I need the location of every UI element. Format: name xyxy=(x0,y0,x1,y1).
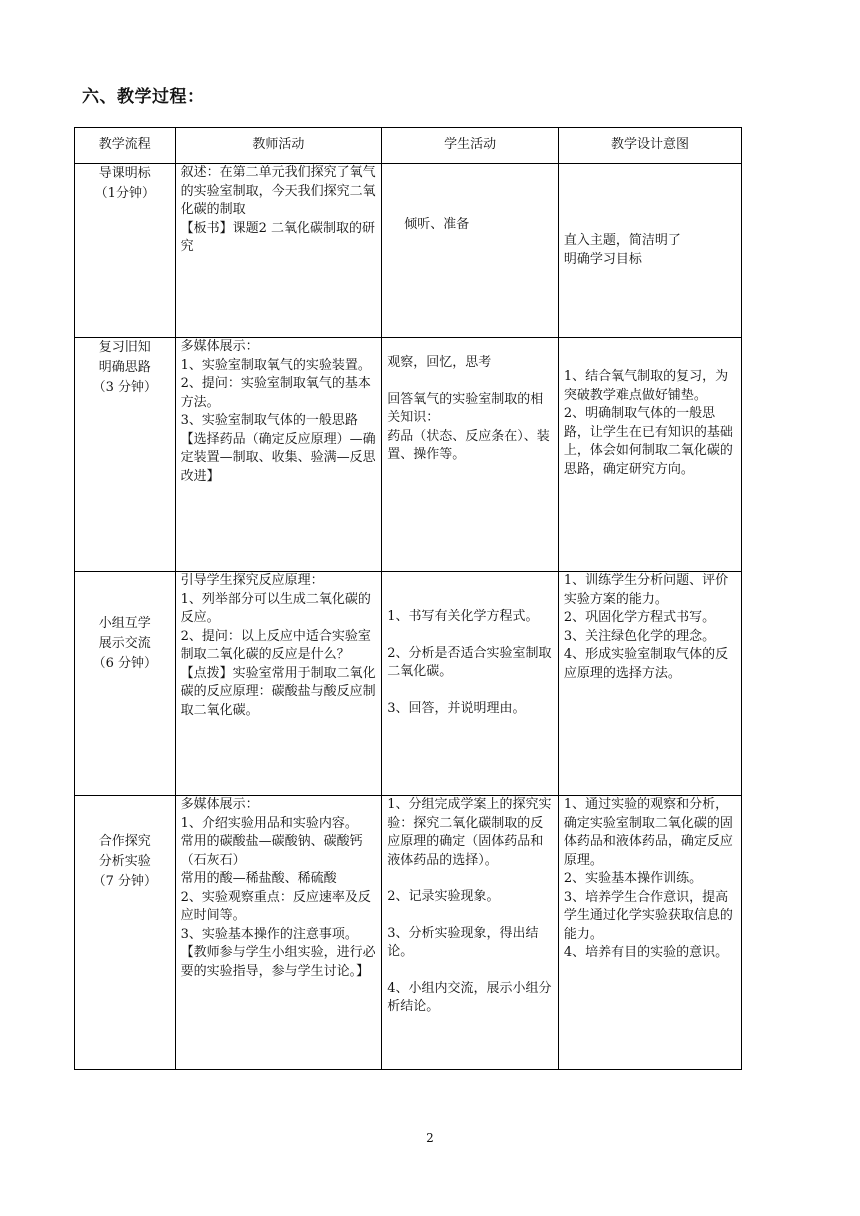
stage-cell xyxy=(75,796,176,1070)
stage-duration: （6 分钟） xyxy=(92,656,158,671)
teacher-activity-text: 【板书】课题2 二氧化碳制取的研究 xyxy=(180,220,376,254)
teacher-activity-text: 2、提问：以上反应中适合实验室制取二氧化碳的反应是什么？ xyxy=(180,628,371,662)
design-intent-cell xyxy=(558,164,741,338)
student-activity-text: 回答氧气的实验室制取的相关知识： xyxy=(387,391,544,425)
stage-name: 复习旧知 xyxy=(98,340,151,355)
design-intent-text: 1、训练学生分析问题、评价实验方案的能力。 xyxy=(563,573,729,607)
student-activity-cell xyxy=(382,338,559,572)
page-number: 2 xyxy=(426,1131,434,1145)
design-intent-cell xyxy=(558,338,741,572)
teacher-activity-text: 3、实验基本操作的注意事项。 xyxy=(180,926,358,942)
teacher-activity-text: 1、介绍实验用品和实验内容。 xyxy=(180,815,358,831)
student-activity-text: 倾听、准备 xyxy=(404,217,470,232)
header-teacher-activity: 教师活动 xyxy=(175,128,382,164)
stage-name: 导课明标 xyxy=(98,166,151,181)
teacher-activity-cell xyxy=(175,796,382,1070)
teacher-activity-text: 1、实验室制取氧气的实验装置。 xyxy=(180,357,371,373)
student-activity-text: 4、小组内交流，展示小组分析结论。 xyxy=(387,980,552,1014)
teacher-activity-text: 【教师参与学生小组实验，进行必要的实验指导，参与学生讨论。】 xyxy=(180,945,376,979)
table-header-row xyxy=(75,128,742,164)
table-row xyxy=(75,796,742,1070)
stage-cell xyxy=(75,572,176,796)
student-activity-text: 3、分析实验现象，得出结论。 xyxy=(387,925,539,959)
design-intent-text: 直入主题，简洁明了 xyxy=(563,233,681,248)
stage-name: 展示交流 xyxy=(98,636,151,651)
teacher-activity-text: 3、实验室制取气体的一般思路 xyxy=(180,413,358,428)
teaching-process-table xyxy=(74,127,742,1070)
header-design-intent: 教学设计意图 xyxy=(558,128,741,164)
stage-duration: （3 分钟） xyxy=(92,380,158,395)
student-activity-cell xyxy=(382,572,559,796)
design-intent-text: 1、结合氧气制取的复习，为突破教学难点做好铺垫。 xyxy=(563,369,729,403)
design-intent-text: 3、培养学生合作意识，提高学生通过化学实验获取信息的能力。 xyxy=(563,889,733,942)
design-intent-text: 4、培养有目的实验的意识。 xyxy=(563,945,729,960)
design-intent-text: 4、形成实验室制取气体的反应原理的选择方法。 xyxy=(563,647,729,681)
table-row xyxy=(75,164,742,338)
design-intent-text: 1、通过实验的观察和分析，确定实验室制取二氧化碳的固体药品和液体药品，确定反应原理。 xyxy=(563,797,733,868)
student-activity-text: 2、分析是否适合实验室制取二氧化碳。 xyxy=(387,645,552,679)
teacher-activity-text: 引导学生探究反应原理： xyxy=(180,573,324,588)
teacher-activity-text: 常用的酸—稀盐酸、稀硫酸 xyxy=(180,871,337,886)
stage-name: 分析实验 xyxy=(98,854,151,869)
student-activity-text: 1、分组完成学案上的探究实验：探究二氧化碳制取的反应原理的确定（固体药品和液体药品的选择）。 xyxy=(387,797,552,868)
teacher-activity-text: 叙述：在第二单元我们探究了氧气的实验室制取，今天我们探究二氧化碳的制取 xyxy=(180,165,376,217)
stage-duration: （7 分钟） xyxy=(92,874,158,889)
table-row xyxy=(75,338,742,572)
teacher-activity-text: 多媒体展示： xyxy=(180,797,259,812)
teacher-activity-cell xyxy=(175,572,382,796)
teacher-activity-text: 2、提问：实验室制取氧气的基本方法。 xyxy=(180,376,371,410)
design-intent-text: 3、关注绿色化学的理念。 xyxy=(563,628,716,644)
table-row xyxy=(75,572,742,796)
teacher-activity-cell xyxy=(175,338,382,572)
design-intent-cell xyxy=(558,796,741,1070)
student-activity-cell xyxy=(382,796,559,1070)
section-title: 六、教学过程： xyxy=(82,87,205,107)
design-intent-cell xyxy=(558,572,741,796)
teacher-activity-text: 【点拨】实验室常用于制取二氧化碳的反应原理：碳酸盐与酸反应制取二氧化碳。 xyxy=(180,665,376,718)
student-activity-text: 观察，回忆，思考 xyxy=(387,355,492,370)
header-student-activity: 学生活动 xyxy=(382,128,559,164)
teacher-activity-text: 常用的碳酸盐—碳酸钠、碳酸钙（石灰石） xyxy=(180,834,363,868)
student-activity-text: 药品（状态、反应条在）、装置、操作等。 xyxy=(387,428,550,462)
teacher-activity-cell xyxy=(175,164,382,338)
teacher-activity-text: 1、列举部分可以生成二氧化碳的反应。 xyxy=(180,591,371,625)
stage-name: 明确思路 xyxy=(98,360,151,375)
stage-name: 小组互学 xyxy=(98,616,151,631)
design-intent-text: 2、实验基本操作训练。 xyxy=(563,871,703,886)
design-intent-text: 2、巩固化学方程式书写。 xyxy=(563,610,716,625)
student-activity-text: 1、书写有关化学方程式。 xyxy=(387,609,539,624)
teacher-activity-text: 多媒体展示： xyxy=(180,339,259,354)
stage-name: 合作探究 xyxy=(98,834,151,849)
stage-cell xyxy=(75,164,176,338)
teacher-activity-text: 【选择药品（确定反应原理）—确定装置—制取、收集、验满—反思改进】 xyxy=(180,431,376,484)
stage-cell xyxy=(75,338,176,572)
stage-duration: （1分钟） xyxy=(94,186,155,201)
design-intent-text: 明确学习目标 xyxy=(563,251,642,267)
teacher-activity-text: 2、实验观察重点：反应速率及反应时间等。 xyxy=(180,889,371,923)
student-activity-text: 2、记录实验现象。 xyxy=(387,889,500,904)
student-activity-text: 3、回答，并说明理由。 xyxy=(387,700,526,716)
design-intent-text: 2、明确制取气体的一般思路，让学生在已有知识的基础上，体会如何制取二氧化碳的思路，确定研究方向。 xyxy=(563,406,733,477)
student-activity-cell xyxy=(382,164,559,338)
header-stage: 教学流程 xyxy=(75,128,176,164)
